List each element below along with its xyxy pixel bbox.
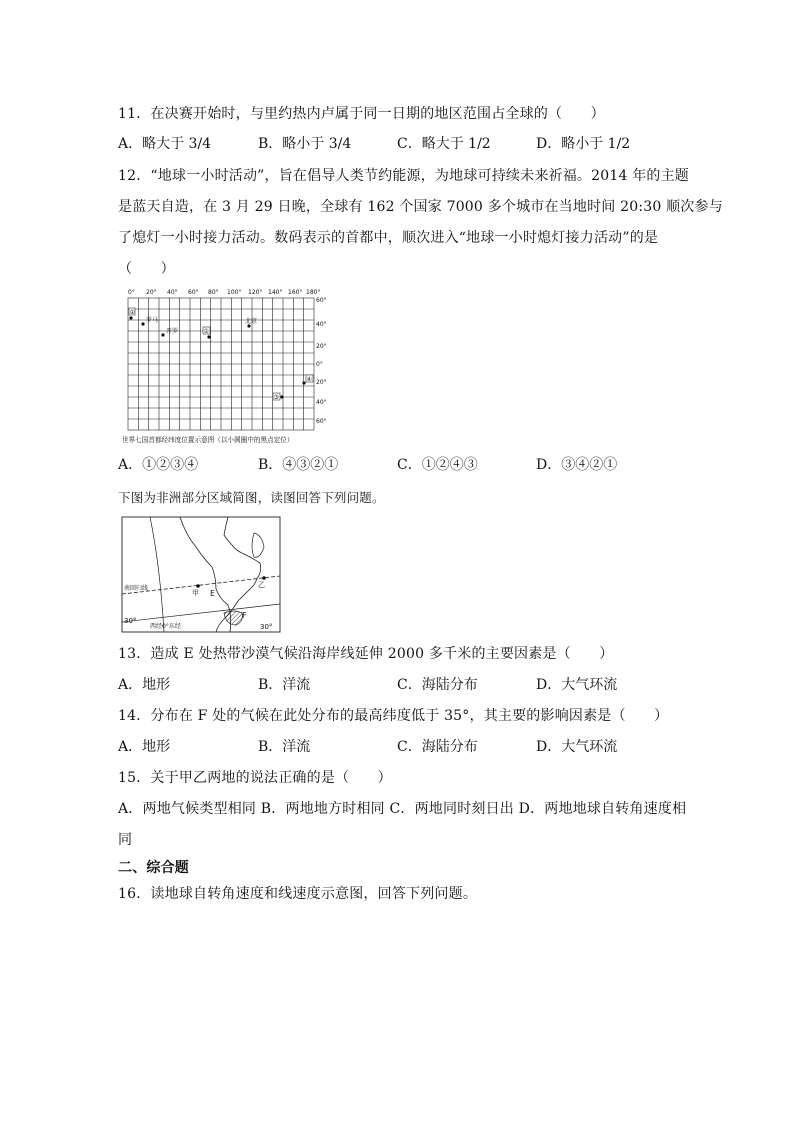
q12-stem-line-3: 了熄灯一小时接力活动。数码表示的首都中，顺次进入“地球一小时熄灯接力活动”的是 xyxy=(118,230,659,246)
marker-4-dot xyxy=(302,381,305,384)
lon-tick-0: 0° xyxy=(128,289,135,296)
lat-tick-20n: 20° xyxy=(316,343,327,350)
beijing-label: 北京 xyxy=(245,318,258,325)
marker-2: ② xyxy=(203,328,209,335)
q11-option-a[interactable]: A．略大于 3/4 xyxy=(118,136,212,152)
lon-label: 西经0°东经 xyxy=(150,623,181,630)
lat-tick-60s: 60° xyxy=(316,418,327,425)
q14-option-a[interactable]: A．地形 xyxy=(118,739,171,755)
africa-intro: 下图为非洲部分区域简图，读图回答下列问题。 xyxy=(118,490,385,505)
q14-option-c[interactable]: C．海陆分布 xyxy=(397,739,478,755)
lat30-left: 30° xyxy=(124,617,137,625)
lon-tick-20: 20° xyxy=(146,289,157,296)
yi-label: 乙 xyxy=(258,581,265,589)
marker-1-dot xyxy=(129,316,132,319)
figure-caption: 世界七国首都经纬度位置示意图（以小圆圈中的黑点定位） xyxy=(122,436,294,444)
cairo-label: 开罗 xyxy=(166,328,179,335)
q12-option-b[interactable]: B．④③②① xyxy=(258,457,339,473)
marker-2-dot xyxy=(207,335,210,338)
africa-map-figure xyxy=(120,515,282,635)
marker-4: ④ xyxy=(306,376,312,383)
lon-tick-100: 100° xyxy=(227,289,242,296)
F-label: F xyxy=(242,611,247,620)
jia-dot xyxy=(196,584,200,588)
lat-tick-0: 0° xyxy=(316,361,323,368)
lon-tick-40: 40° xyxy=(167,289,178,296)
section-heading: 二、综合题 xyxy=(118,860,189,876)
q12-option-c[interactable]: C．①②④③ xyxy=(397,457,478,473)
lon-tick-60: 60° xyxy=(188,289,199,296)
q13-option-a[interactable]: A．地形 xyxy=(118,677,171,693)
lon-tick-120: 120° xyxy=(248,289,263,296)
q16-stem: 16．读地球自转角速度和线速度示意图，回答下列问题。 xyxy=(118,886,478,902)
q11-stem: 11．在决赛开始时，与里约热内卢属于同一日期的地区范围占全球的（ ） xyxy=(118,106,605,122)
q14-option-d[interactable]: D．大气环流 xyxy=(536,739,618,755)
E-label: E xyxy=(210,589,216,598)
map-frame xyxy=(122,517,280,632)
lat-tick-40s: 40° xyxy=(316,399,327,406)
q11-option-c[interactable]: C．略大于 1/2 xyxy=(397,136,491,152)
lat-tick-20s: 20° xyxy=(316,379,327,386)
q15-stem: 15．关于甲乙两地的说法正确的是（ ） xyxy=(118,770,392,786)
lon-tick-160: 160° xyxy=(288,289,303,296)
capitals-grid-figure xyxy=(116,286,342,448)
lat30-right: 30° xyxy=(260,623,273,631)
q13-option-d[interactable]: D．大气环流 xyxy=(536,677,618,693)
tropic-label: 南回归线 xyxy=(124,585,149,592)
lon-tick-80: 80° xyxy=(208,289,219,296)
q14-option-b[interactable]: B．洋流 xyxy=(258,739,311,755)
q15-options[interactable]: A．两地气候类型相同 B．两地地方时相同 C．两地同时刻日出 D．两地地球自转角速度相 xyxy=(118,801,687,817)
q13-option-b[interactable]: B．洋流 xyxy=(258,677,311,693)
marker-1: ① xyxy=(129,309,135,316)
q12-option-a[interactable]: A．①②③④ xyxy=(118,457,199,473)
lat-tick-40n: 40° xyxy=(316,321,327,328)
q13-stem: 13．造成 E 处热带沙漠气候沿海岸线延伸 2000 多千米的主要因素是（ ） xyxy=(118,646,614,662)
q12-stem-line-4: （ ） xyxy=(118,261,175,277)
lon-tick-140: 140° xyxy=(268,289,283,296)
cairo-dot xyxy=(161,333,164,336)
rome-dot xyxy=(141,322,144,325)
yi-dot xyxy=(262,576,266,580)
q11-option-b[interactable]: B．略小于 3/4 xyxy=(258,136,352,152)
q15-options-wrap: 同 xyxy=(118,832,133,848)
q12-stem-line-2: 是蓝天自造，在 3 月 29 日晚，全球有 162 个国家 7000 多个城市在当地时间 20:30 顺次参与 xyxy=(118,199,723,215)
lat-tick-60n: 60° xyxy=(316,297,327,304)
q13-option-c[interactable]: C．海陆分布 xyxy=(397,677,478,693)
lon-tick-180: 180° xyxy=(306,289,321,296)
q14-stem: 14．分布在 F 处的气候在此处分布的最高纬度低于 35°，其主要的影响因素是（ ） xyxy=(118,708,669,724)
q11-option-d[interactable]: D．略小于 1/2 xyxy=(536,136,631,152)
q12-option-d[interactable]: D．③④②① xyxy=(536,457,618,473)
marker-3-dot xyxy=(280,395,283,398)
marker-3: ③ xyxy=(273,394,279,401)
q12-stem-line-1: 12．“地球一小时活动”，旨在倡导人类节约能源，为地球可持续未来祈福。2014 年的主题 xyxy=(118,168,690,184)
jia-label: 甲 xyxy=(192,589,199,597)
rome-label: 罗马 xyxy=(146,317,159,324)
